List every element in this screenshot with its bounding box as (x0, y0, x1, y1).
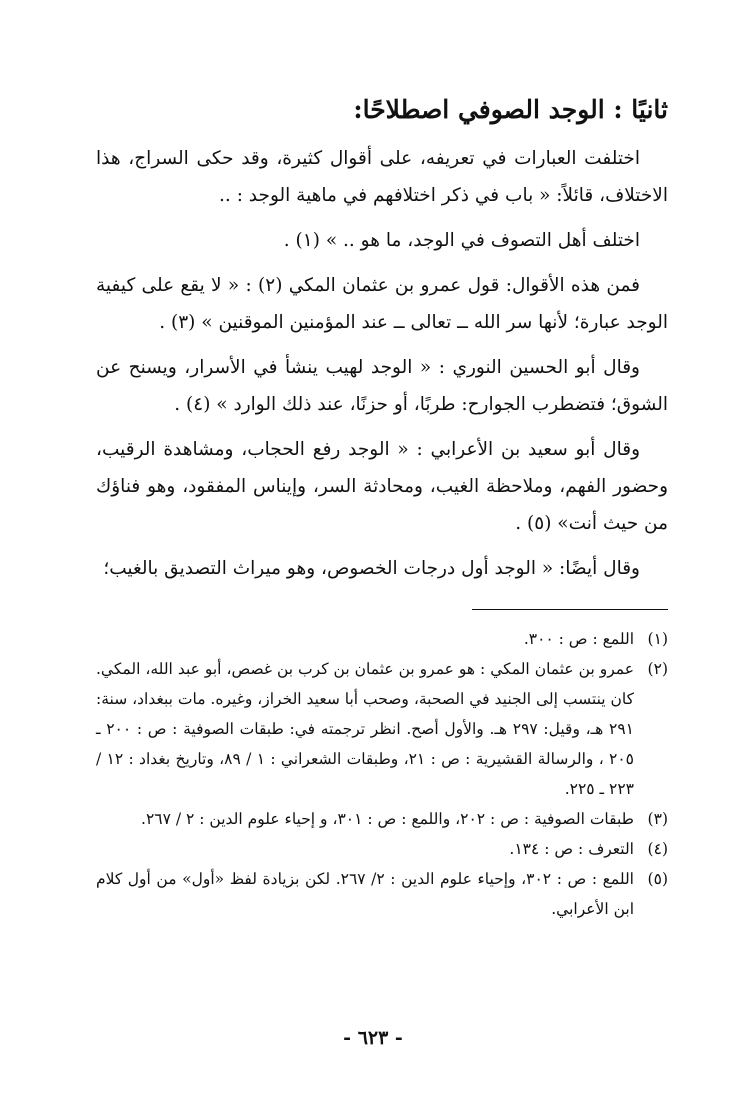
footnote-text: طبقات الصوفية : ص : ٢٠٢، واللمع : ص : ٣٠١، و إحياء علوم الدين : ٢ / ٢٦٧. (141, 810, 634, 828)
footnote-text: اللمع : ص : ٣٠٢، وإحياء علوم الدين : ٢/ ٢٦٧. لكن بزيادة لفظ «أول» من أول كلام ابن الأعرابي. (96, 870, 634, 918)
footnote-5 (96, 864, 668, 924)
footnote-divider (472, 609, 668, 610)
footnote-1 (96, 624, 668, 654)
footnote-number: (٢) (647, 660, 668, 678)
paragraph-3-text: فمن هذه الأقوال: قول عمرو بن عثمان المكي (٢) : « لا يقع على كيفية الوجد عبارة؛ لأنها سر الله ــ تعالى ــ عند المؤمنين الموقنين » (٣) . (96, 275, 668, 333)
section-heading: ثانيًا : الوجد الصوفي اصطلاحًا: (353, 95, 668, 124)
paragraph-5-text: وقال أبو سعيد بن الأعرابي : « الوجد رفع الحجاب، ومشاهدة الرقيب، وحضور الفهم، وملاحظة الغيب، ومحادثة السر، وإيناس المفقود، وهو فناؤك من حيث أنت» (٥) . (96, 439, 668, 534)
footnote-text: عمرو بن عثمان المكي : هو عمرو بن عثمان بن كرب بن غصص، أبو عبد الله، المكي. كان ينتسب إلى الجنيد في الصحبة، وصحب أبا سعيد الخراز، وغيره. مات ببغداد، سنة: ٢٩١ هـ، وقيل: ٢٩٧ هـ. والأول أصح. انظر ترجمته في: طبقات الصوفية : ص : ٢٠٠ ـ ٢٠٥ ، والرسالة القشيرية : ص : ٢١، وطبقات الشعراني : ١ / ٨٩، وتاريخ بغداد : ١٢ / ٢٢٣ ـ ٢٢٥. (96, 660, 635, 798)
footnote-2 (96, 654, 668, 804)
paragraph-4-text: وقال أبو الحسين النوري : « الوجد لهيب ينشأ في الأسرار، ويسنح عن الشوق؛ فتضطرب الجوارح: طربًا، أو حزنًا، عند ذلك الوارد » (٤) . (96, 357, 668, 415)
paragraph-2 (96, 222, 668, 259)
paragraph-2-text: اختلف أهل التصوف في الوجد، ما هو .. » (١) . (283, 230, 640, 251)
paragraph-5 (96, 431, 668, 542)
footnote-number: (٣) (647, 810, 668, 828)
footnote-number: (١) (647, 630, 668, 648)
page-number: - ٦٢٣ - (343, 1027, 403, 1049)
paragraph-6 (96, 550, 668, 587)
page-body (96, 92, 668, 1057)
paragraph-1 (96, 140, 668, 214)
paragraph-1-text: اختلفت العبارات في تعريفه، على أقوال كثيرة، وقد حكى السراج، هذا الاختلاف، قائلاً: « باب في ذكر اختلافهم في ماهية الوجد : .. (96, 148, 668, 206)
paragraph-3 (96, 267, 668, 341)
footnote-3 (96, 804, 668, 834)
footnote-number: (٤) (647, 840, 668, 858)
paragraph-4 (96, 349, 668, 423)
footnote-text: التعرف : ص : ١٣٤. (509, 840, 634, 858)
paragraph-6-text: وقال أيضًا: « الوجد أول درجات الخصوص، وهو ميراث التصديق بالغيب؛ (103, 558, 640, 579)
footnote-text: اللمع : ص : ٣٠٠. (523, 630, 634, 648)
footnote-4 (96, 834, 668, 864)
footnote-number: (٥) (647, 870, 668, 888)
